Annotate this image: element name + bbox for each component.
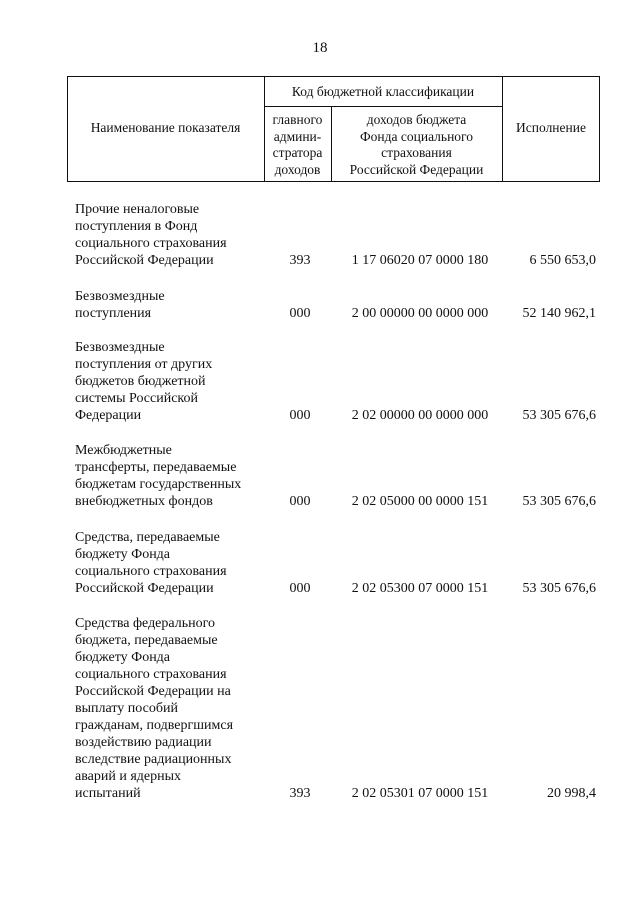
row-admin-code: 000 xyxy=(289,494,311,509)
row-name-line: Федерации xyxy=(75,408,142,423)
row-name-line: бюджету Фонда xyxy=(75,650,171,665)
row-name-line: гражданам, подвергшимся xyxy=(75,718,234,733)
row-name xyxy=(75,615,270,802)
row-name xyxy=(75,529,270,597)
row-name-line: испытаний xyxy=(75,786,141,801)
row-name-line: трансферты, передаваемые xyxy=(75,460,237,475)
page-number: 18 xyxy=(312,40,328,56)
row-name-line: Средства федерального xyxy=(75,616,215,631)
header-admin-line: доходов xyxy=(274,161,321,177)
row-budget-code: 2 02 05300 07 0000 151 xyxy=(351,581,489,596)
row-name-line: поступления xyxy=(75,306,152,321)
row-name-line: бюджету Фонда xyxy=(75,547,171,562)
row-budget-code: 2 02 05000 00 0000 151 xyxy=(351,494,489,509)
row-name-line: бюджетам государственных xyxy=(75,477,242,492)
row-name-line: бюджетов бюджетной xyxy=(75,374,206,389)
row-name-line: Прочие неналоговые xyxy=(75,202,200,217)
row-admin-code: 393 xyxy=(289,786,311,801)
row-value: 53 305 676,6 xyxy=(522,581,596,596)
row-budget-code: 2 02 00000 00 0000 000 xyxy=(351,408,489,423)
row-name-line: Российской Федерации на xyxy=(75,684,231,699)
row-name xyxy=(75,288,270,322)
header-admin-line: админи- xyxy=(273,128,322,144)
row-name-line: поступления от других xyxy=(75,357,213,372)
header-admin-line: главного xyxy=(272,112,323,127)
header-income-line: страхования xyxy=(381,145,452,160)
row-admin-code: 000 xyxy=(289,581,311,596)
row-budget-code: 2 02 05301 07 0000 151 xyxy=(351,786,489,801)
row-value: 20 998,4 xyxy=(547,786,596,801)
row-name-line: Российской Федерации xyxy=(75,581,214,596)
row-name-line: вследствие радиационных xyxy=(75,752,232,767)
row-name-line: выплату пособий xyxy=(75,701,178,716)
header-code-group: Код бюджетной классификации xyxy=(291,84,475,99)
row-name-line: социального страхования xyxy=(75,667,227,682)
row-admin-code: 000 xyxy=(289,306,311,321)
row-name-line: внебюджетных фондов xyxy=(75,494,213,509)
header-income-line: Российской Федерации xyxy=(349,161,484,177)
header-income-line: доходов бюджета xyxy=(366,112,467,127)
row-name-line: системы Российской xyxy=(75,391,199,406)
row-value: 53 305 676,6 xyxy=(522,408,596,423)
row-value: 53 305 676,6 xyxy=(522,494,596,509)
row-value: 52 140 962,1 xyxy=(522,306,596,321)
header-admin-line: стратора xyxy=(272,145,323,160)
row-admin-code: 000 xyxy=(289,408,311,423)
row-name xyxy=(75,201,270,269)
row-name-line: Российской Федерации xyxy=(75,253,214,268)
row-name-line: аварий и ядерных xyxy=(75,769,182,784)
row-name-line: воздействию радиации xyxy=(75,735,212,750)
row-name-line: бюджета, передаваемые xyxy=(75,633,218,648)
row-name-line: социального страхования xyxy=(75,564,227,579)
row-name xyxy=(75,442,270,510)
header-value-col: Исполнение xyxy=(516,120,586,135)
row-name-line: поступления в Фонд xyxy=(75,219,198,234)
row-name xyxy=(75,339,270,424)
row-name-line: Средства, передаваемые xyxy=(75,530,220,545)
row-name-line: Безвозмездные xyxy=(75,340,165,355)
row-name-line: Межбюджетные xyxy=(75,443,172,458)
row-value: 6 550 653,0 xyxy=(529,253,596,268)
header-income-line: Фонда социального xyxy=(360,128,473,144)
row-name-line: Безвозмездные xyxy=(75,289,165,304)
row-budget-code: 2 00 00000 00 0000 000 xyxy=(351,306,489,321)
row-budget-code: 1 17 06020 07 0000 180 xyxy=(351,253,489,268)
row-name-line: социального страхования xyxy=(75,236,227,251)
row-admin-code: 393 xyxy=(289,253,311,268)
header-name-col: Наименование показателя xyxy=(90,120,241,135)
